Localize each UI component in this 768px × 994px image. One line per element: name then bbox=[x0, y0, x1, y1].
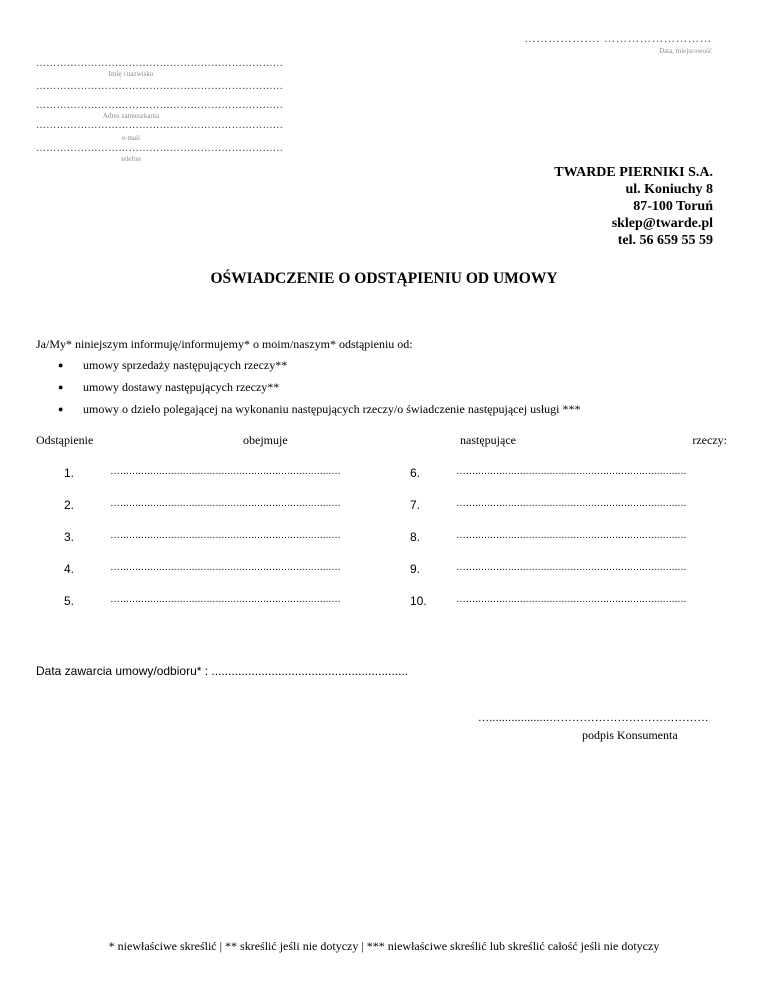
item-number: 1. bbox=[64, 466, 75, 480]
address-line-1[interactable]: ……………………………………………………………… bbox=[36, 81, 284, 92]
email-field-line[interactable]: ……………………………………………………………… bbox=[36, 120, 284, 131]
list-item: ● umowy o dzieło polegającej na wykonaniu następujących rzeczy/o świadczenie następującej usługi *** bbox=[58, 398, 580, 420]
item-number: 6. bbox=[410, 466, 421, 480]
item-number: 8. bbox=[410, 530, 421, 544]
item-number: 10. bbox=[410, 594, 427, 608]
item-number: 5. bbox=[64, 594, 75, 608]
company-address-block bbox=[554, 164, 713, 249]
phone-caption: telefon bbox=[121, 155, 141, 163]
item-number: 9. bbox=[410, 562, 421, 576]
item-field[interactable]: ….......................................................................... bbox=[110, 594, 341, 605]
intro-text: Ja/My* niniejszym informuję/informujemy* o moim/naszym* odstąpieniu od: bbox=[36, 337, 413, 351]
company-email: sklep@twarde.pl bbox=[611, 216, 713, 231]
company-city: 87-100 Toruń bbox=[633, 199, 713, 214]
date-place-line[interactable]: ………………. ……………………… bbox=[524, 33, 712, 45]
item-field[interactable]: ….......................................................................... bbox=[456, 498, 687, 509]
company-phone: tel. 56 659 55 59 bbox=[617, 233, 713, 248]
scope-word-3: następujące bbox=[460, 433, 516, 447]
document-title: OŚWIADCZENIE O ODSTĄPIENIU OD UMOWY bbox=[210, 270, 558, 287]
item-field[interactable]: ….......................................................................... bbox=[456, 562, 687, 573]
item-number: 3. bbox=[64, 530, 75, 544]
bullet-icon: ● bbox=[58, 404, 64, 414]
item-field[interactable]: ….......................................................................... bbox=[110, 562, 341, 573]
table-row bbox=[36, 466, 716, 498]
name-field-line[interactable]: ……………………………………………………………… bbox=[36, 58, 284, 69]
address-line-2[interactable]: ……………………………………………………………… bbox=[36, 100, 284, 111]
list-item: ● umowy sprzedaży następujących rzeczy** bbox=[58, 354, 580, 376]
item-field[interactable]: ….......................................................................... bbox=[110, 466, 341, 477]
table-row bbox=[36, 562, 716, 594]
scope-word-1: Odstąpienie bbox=[36, 433, 94, 447]
signature-caption: podpis Konsumenta bbox=[582, 728, 678, 742]
list-item: ● umowy dostawy następujących rzeczy** bbox=[58, 376, 580, 398]
address-caption: Adres zamieszkania bbox=[102, 112, 160, 120]
table-row bbox=[36, 530, 716, 562]
company-name: TWARDE PIERNIKI S.A. bbox=[554, 165, 713, 180]
item-number: 4. bbox=[64, 562, 75, 576]
item-field[interactable]: ….......................................................................... bbox=[110, 498, 341, 509]
item-field[interactable]: ….......................................................................... bbox=[456, 594, 687, 605]
item-field[interactable]: ….......................................................................... bbox=[110, 530, 341, 541]
name-field-caption: Imię i nazwisko bbox=[108, 70, 154, 78]
phone-field-line[interactable]: ……………………………………………………………… bbox=[36, 143, 284, 154]
item-number: 2. bbox=[64, 498, 75, 512]
item-field[interactable]: ….......................................................................... bbox=[456, 466, 687, 477]
company-street: ul. Koniuchy 8 bbox=[625, 182, 713, 197]
scope-word-2: obejmuje bbox=[243, 433, 288, 447]
bullet-icon: ● bbox=[58, 360, 64, 370]
contract-date-field[interactable]: Data zawarcia umowy/odbioru* : ........................................................... bbox=[36, 664, 409, 678]
table-row bbox=[36, 498, 716, 530]
date-place-caption: Data, miejscowość bbox=[659, 47, 712, 55]
item-number: 7. bbox=[410, 498, 421, 512]
items-list bbox=[36, 466, 716, 626]
footnotes: * niewłaściwe skreślić | ** skreślić jeśli nie dotyczy | *** niewłaściwe skreślić lub skreślić całość jeśli nie dotyczy bbox=[108, 939, 660, 953]
bullet-icon: ● bbox=[58, 382, 64, 392]
contract-type-list bbox=[58, 354, 580, 420]
email-caption: e-mail bbox=[122, 134, 140, 142]
signature-line[interactable]: …...................…………………………………… bbox=[478, 712, 709, 724]
table-row bbox=[36, 594, 716, 626]
item-field[interactable]: ….......................................................................... bbox=[456, 530, 687, 541]
scope-word-4: rzeczy: bbox=[692, 433, 727, 447]
